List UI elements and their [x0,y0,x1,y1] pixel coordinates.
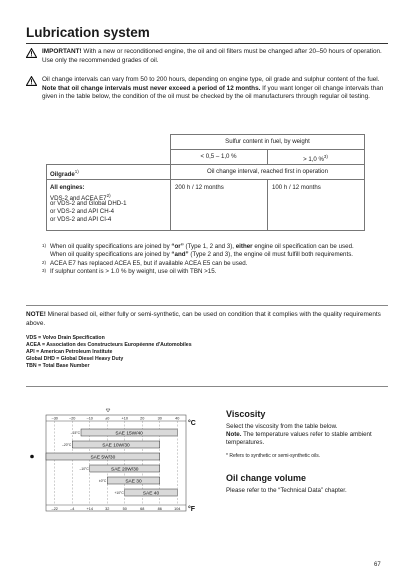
warning-triangle-icon [26,76,37,86]
celsius-tick-label: –10 [86,416,93,421]
spec-line: or VDS-2 and Global DHD-1 [50,200,127,207]
fn-text: (Type 1, 2 and 3), [183,243,236,250]
abbreviations-list [26,335,276,370]
oil-change-table [46,134,365,231]
fahrenheit-tick-label: 104 [174,507,181,511]
warning-triangle-icon [26,48,37,58]
fn-bold: either [235,243,253,250]
warning-bold: IMPORTANT! [42,48,82,55]
abbreviation: VDS = Volvo Drain Specification [26,335,105,341]
fahrenheit-tick-label: –4 [70,507,75,511]
oilgrade-header [50,168,79,179]
fahrenheit-tick-label: 50 [122,507,127,511]
oil-change-heading: Oil change volume [226,473,307,483]
viscosity-intro: Select the viscosity from the table below. [226,423,338,430]
footnote-mark: 1) [42,243,47,248]
sulfur-header: Sulfur content in fuel, by weight [225,138,310,145]
fahrenheit-unit: °F [188,506,196,513]
interval-value-high: 100 h / 12 months [272,184,321,191]
note-bold: NOTE! [26,311,46,318]
oil-change-text: Please refer to the “Technical Data” chapter. [226,487,347,494]
spec-line-text: VDS-2 and ACEA E7 [50,195,107,203]
celsius-tick-label: +10 [121,416,128,421]
footnote-1b [42,251,388,259]
bar-start-label: –15°C [70,431,80,435]
abbreviation: Global DHD = Global Diesel Heavy Duty [26,356,124,362]
mineral-oil-note [26,311,388,328]
fn-text: engine oil specification can be used. [252,243,354,250]
viscosity-chart [26,407,196,522]
section-divider [26,386,388,387]
oil-interval-warning [42,76,388,102]
viscosity-grade-label: SAE 15W/40 [115,431,143,437]
viscosity-grade-label: SAE 40 [142,491,160,497]
viscosity-grade-label: SAE 10W/30 [102,443,130,449]
footnote-ref: 1) [74,169,79,174]
bar-start-label: –20°C [62,443,72,447]
warning-text: Oil change intervals can vary from 50 to 200 hours, depending on engine type, oil grade and sulphur content of the fuel. [42,76,380,83]
fn-text: (Type 2 and 3), the engine oil must fulfill both requirements. [188,251,354,259]
bar-start-label: –10°C [79,467,89,471]
bar-start-label: +10°C [114,491,124,495]
fn-text: If sulphur content is > 1.0 % by weight, use oil with TBN >15. [50,268,217,276]
celsius-unit: °C [188,420,196,427]
fn-text: ACEA E7 has replaced ACEA E5, but if available ACEA E5 can be used. [50,259,248,267]
fahrenheit-tick-label: +14 [86,507,93,511]
fahrenheit-tick-label: 68 [140,507,145,511]
footnote-3 [42,268,388,276]
viscosity-grade-label: SAE 5W/30 [90,455,116,461]
warning-bold: Note that oil change intervals must never exceed a period of 12 months. [42,84,261,92]
section-divider [26,305,388,306]
celsius-tick-label: 40 [175,416,180,421]
synthetic-footnote: * Refers to synthetic or semi-synthetic oils. [226,453,321,459]
warning-text: With a new or reconditioned engine, the oil and oil filters must be changed after 20–50 hours of operation. Use only the recommended grades of oil. [42,48,382,64]
footnotes [42,243,388,277]
fn-text: When oil quality specifications are joined by [50,243,172,250]
celsius-tick-label: –30 [51,416,58,421]
footnote-1 [42,243,388,251]
fahrenheit-tick-label: –22 [51,507,58,511]
viscosity-grade-label: SAE 30 [125,479,142,485]
spec-line: or VDS-2 and API CI-4 [50,216,112,223]
footnote-mark: 2) [42,259,47,265]
celsius-tick-label: 20 [140,416,145,421]
oilgrade-label: Oilgrade [50,171,75,179]
footnote-ref: 2) [106,193,111,198]
viscosity-grade-label: SAE 20W/30 [111,467,139,473]
spec-line: or VDS-2 and API CH-4 [50,208,115,215]
warning-text-cont: If you want longer oil change intervals than given in the table below, the condition of the oil must be checked by the oil manufacturers through regular oil testing. [42,84,384,101]
fahrenheit-tick-label: 86 [157,507,162,511]
abbreviation: API = American Petroleum Institute [26,349,113,355]
interval-header: Oil change interval, reached first in operation [207,168,328,175]
viscosity-heading: Viscosity [226,409,266,419]
title-divider [26,43,388,44]
fn-text: When oil quality specifications are joined by [50,251,172,259]
celsius-tick-label: ±0 [105,416,110,421]
note-text: Mineral based oil, either fully or semi-synthetic, can be used on condition that it complies with the quality requirements above. [26,311,381,327]
abbreviation: TBN = Total Base Number [26,363,90,369]
fahrenheit-tick-label: 32 [105,507,110,511]
row-title: All engines: [50,184,85,191]
page-number: 67 [374,562,381,568]
bar-start-label: ±0°C [98,479,107,483]
footnote-ref: 3) [323,154,328,159]
synthetic-dot [30,455,34,459]
col-high-sulfur [267,153,364,164]
arrow-marker [106,409,110,412]
fn-bold: “and” [171,251,189,259]
viscosity-text [226,423,391,447]
fn-bold: “or” [171,243,184,250]
viscosity-note: The temperature values refer to stable ambient temperatures. [226,431,372,446]
viscosity-note-bold: Note. [226,431,242,438]
footnote-mark: 3) [42,268,47,274]
celsius-tick-label: 30 [157,416,162,421]
interval-value-low: 200 h / 12 months [175,184,224,191]
col-low-sulfur: < 0,5 – 1,0 % [200,153,237,160]
footnote-2 [42,260,388,268]
abbreviation: ACEA = Association des Constructeurs Européenne d'Automobiles [26,342,192,348]
col-high-label: > 1,0 % [303,156,324,164]
important-warning [42,48,388,65]
celsius-tick-label: –20 [69,416,76,421]
page-title: Lubrication system [26,25,150,40]
